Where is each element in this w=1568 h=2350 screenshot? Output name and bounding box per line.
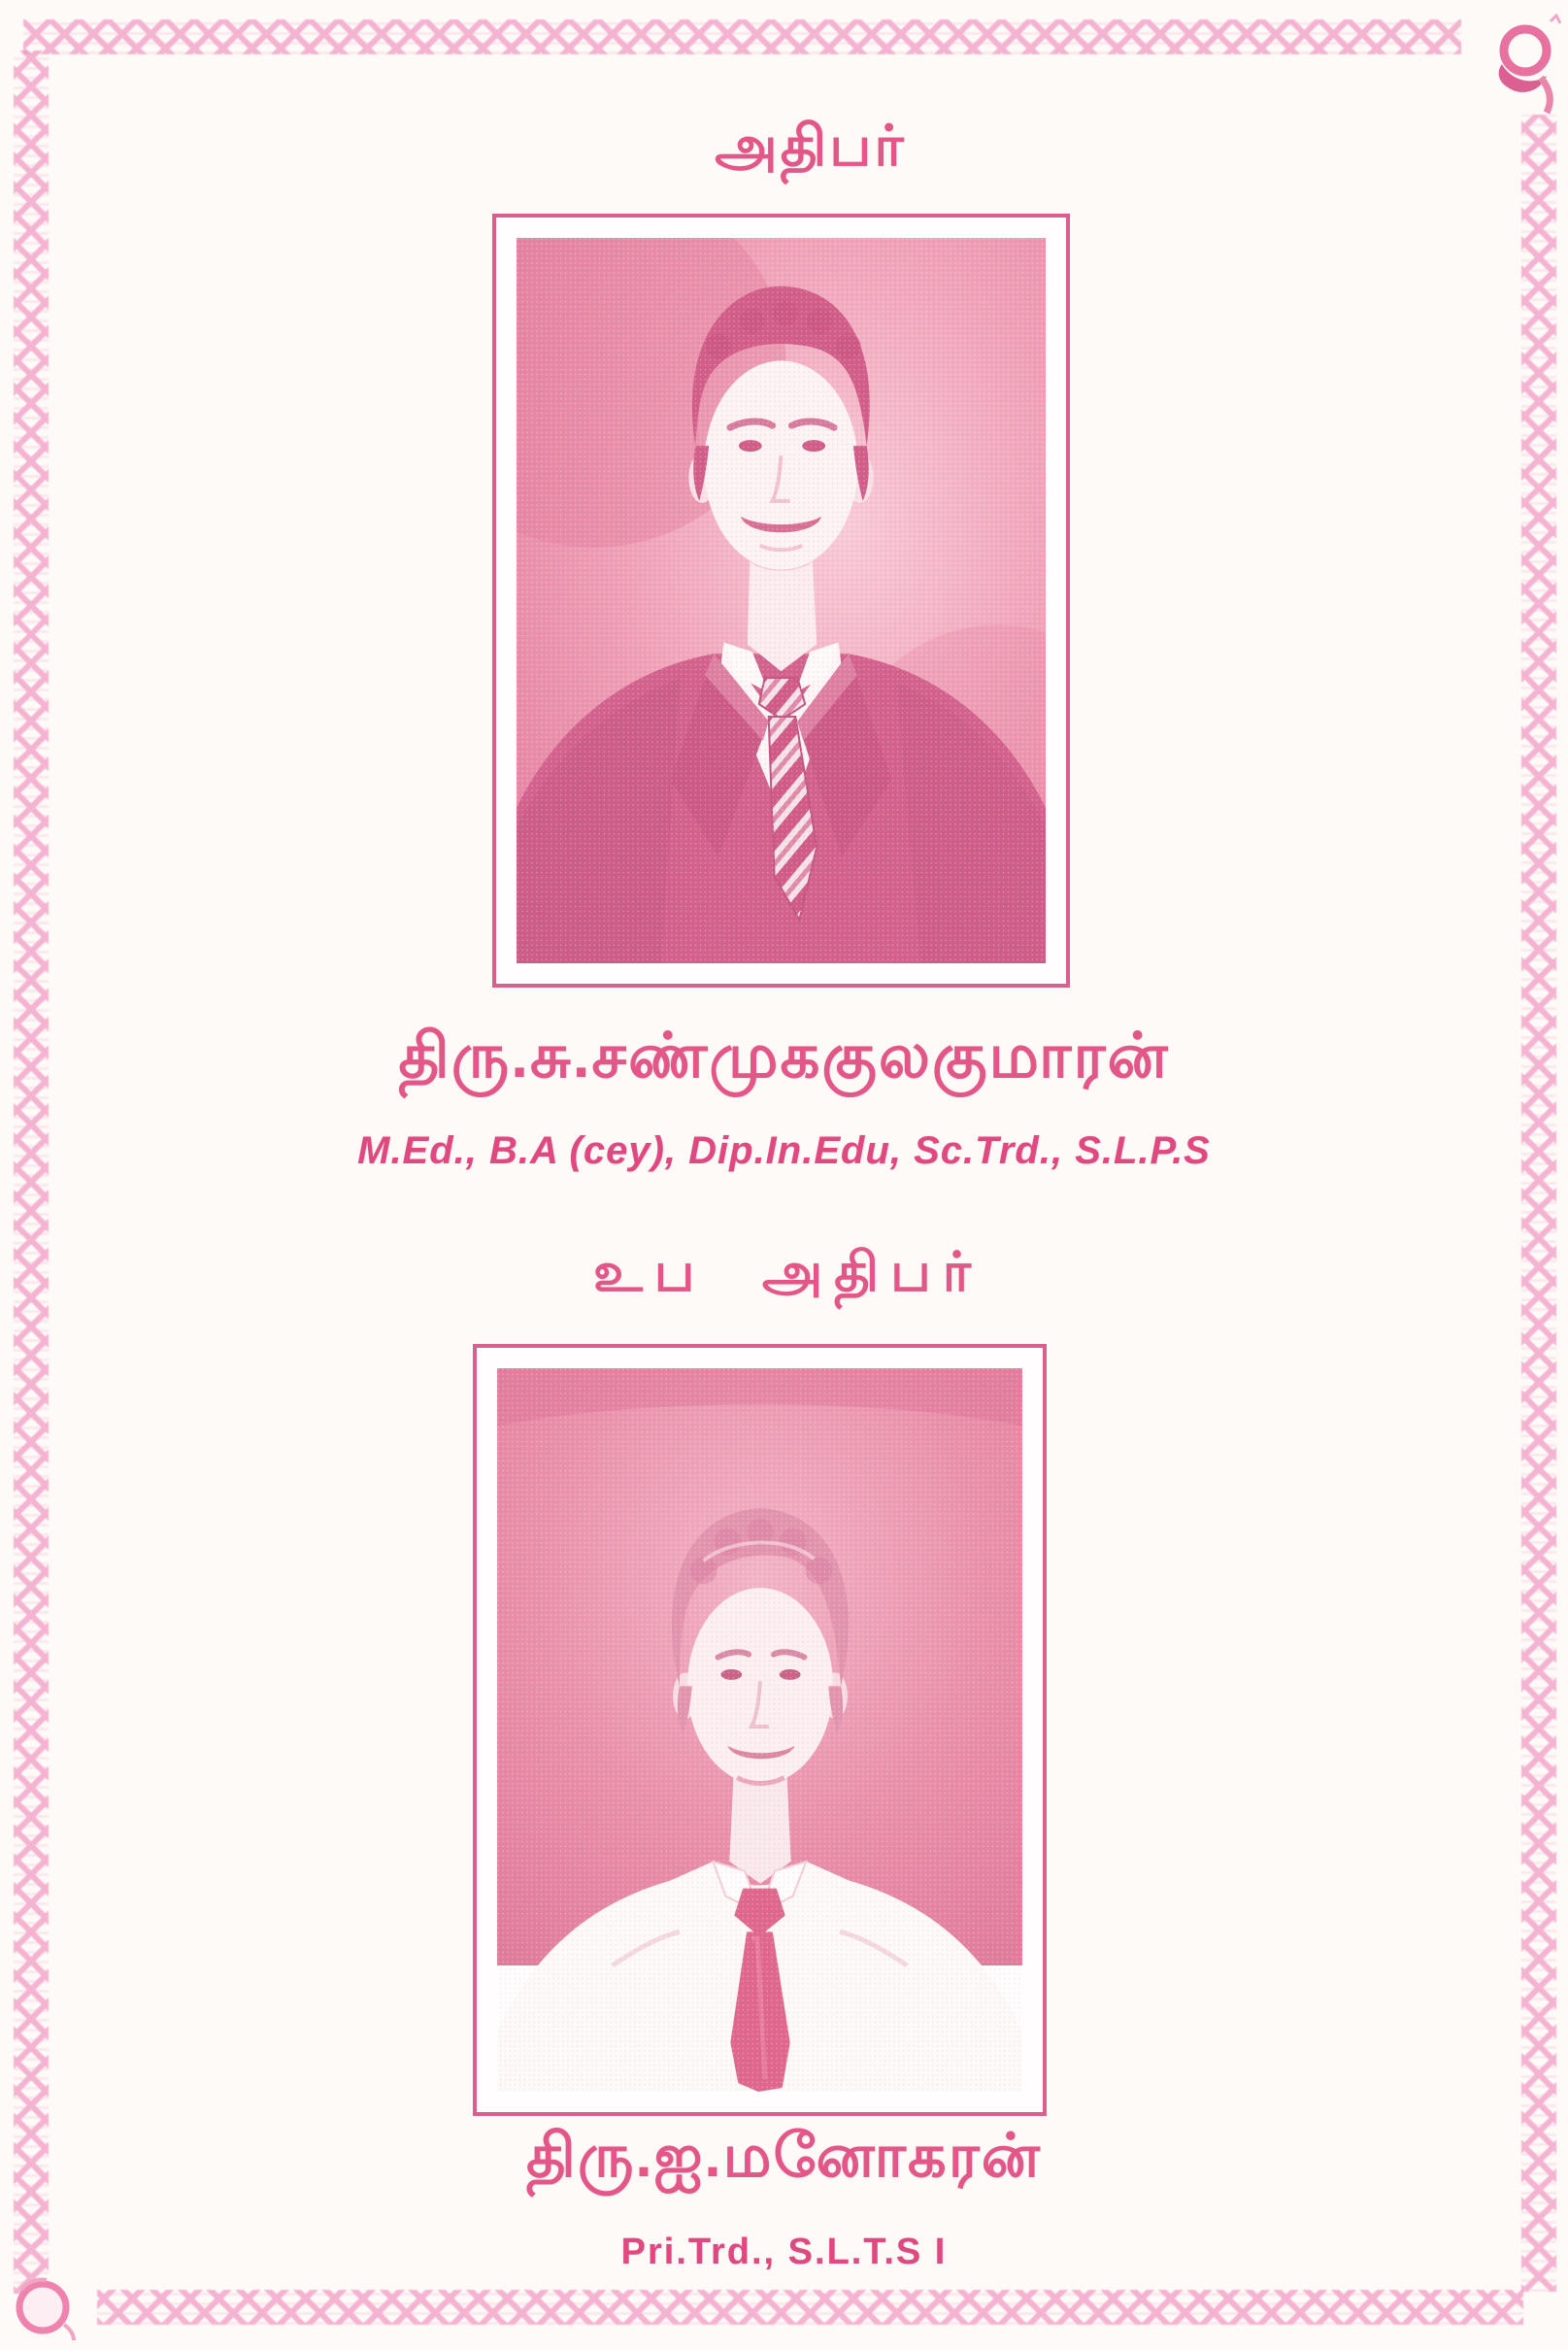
decorative-border-top bbox=[23, 19, 1461, 54]
principal-portrait-photo bbox=[517, 238, 1046, 963]
corner-swirl-icon bbox=[1483, 14, 1564, 115]
corner-ring-icon bbox=[8, 2268, 80, 2344]
vice-principal-heading: உப அதிபர் bbox=[592, 1241, 984, 1302]
vice-principal-portrait-photo bbox=[497, 1368, 1022, 2092]
decorative-border-left bbox=[14, 50, 49, 2294]
vice-principal-name: திரு.ஐ.மனோகரன் bbox=[526, 2123, 1042, 2190]
principal-name: திரு.சு.சண்முககுலகுமாரன் bbox=[398, 1021, 1170, 1091]
decorative-border-bottom bbox=[97, 2290, 1523, 2325]
decorative-border-right bbox=[1521, 115, 1556, 2292]
principal-credentials: M.Ed., B.A (cey), Dip.In.Edu, Sc.Trd., S.L.P.S bbox=[357, 1129, 1211, 1172]
vice-principal-credentials: Pri.Trd., S.L.T.S I bbox=[620, 2232, 948, 2272]
principal-photo-frame bbox=[492, 214, 1070, 988]
principal-heading: அதிபர் bbox=[715, 115, 907, 178]
vice-principal-photo-frame bbox=[473, 1344, 1047, 2116]
